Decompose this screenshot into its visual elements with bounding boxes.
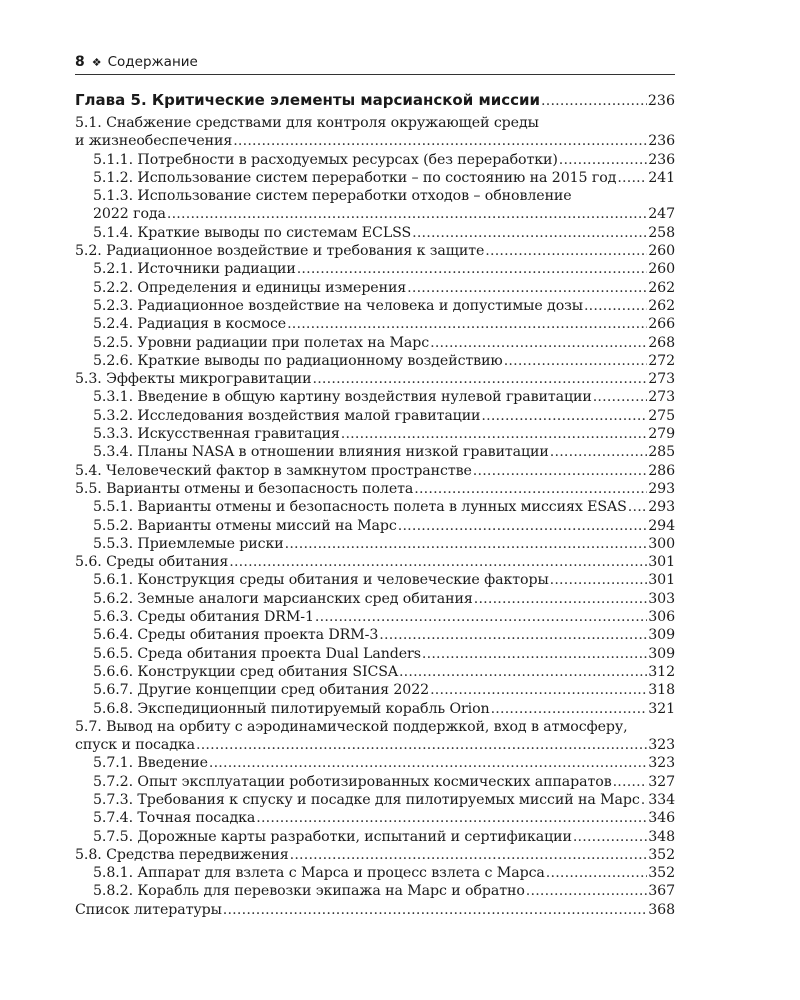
page-number: 8 xyxy=(75,54,85,70)
toc-entry-page: 346 xyxy=(648,810,675,827)
toc-entry-title: 5.1.2. Использование систем переработки – по состоянию на 2015 год xyxy=(93,169,617,186)
toc-subsection[interactable] xyxy=(75,352,675,370)
toc-entry-title: 5.4. Человеческий фактор в замкнутом пространстве xyxy=(75,462,472,479)
toc-entry-title: 5.3.2. Исследования воздействия малой гравитации xyxy=(93,407,481,424)
toc-entry-title: 5.3.3. Искусственная гравитация xyxy=(93,426,340,443)
dot-leader xyxy=(474,590,647,608)
dot-leader xyxy=(546,864,647,882)
toc-entry-page: 352 xyxy=(648,865,675,882)
dot-leader xyxy=(398,517,647,535)
dot-leader xyxy=(485,242,647,260)
toc-entry-title: 5.6.4. Среды обитания проекта DRM-3 xyxy=(93,627,379,644)
toc-subsection[interactable] xyxy=(75,571,675,589)
toc-subsection[interactable] xyxy=(75,681,675,699)
toc-entry-page: 352 xyxy=(648,846,675,863)
toc-entry-page: 236 xyxy=(648,133,675,150)
toc-entry-title: 5.5.2. Варианты отмены миссий на Марс xyxy=(93,517,397,534)
dot-leader xyxy=(550,571,648,589)
toc-entry-page: 368 xyxy=(648,901,675,918)
toc-entry-page: 348 xyxy=(648,828,675,845)
dot-leader xyxy=(422,645,647,663)
toc-entry-page: 286 xyxy=(648,462,675,479)
toc-section[interactable] xyxy=(75,462,675,480)
toc-entry-title: 5.2.2. Определения и единицы измерения xyxy=(93,279,407,296)
toc-entry-title: 5.7.2. Опыт эксплуатации роботизированных космических аппаратов xyxy=(93,773,612,790)
toc-subsection[interactable] xyxy=(75,151,675,169)
toc-entry-title: 5.8. Средства передвижения xyxy=(75,846,289,863)
toc-entry-page: 293 xyxy=(648,499,675,516)
toc-entry-title: 5.6.8. Экспедиционный пилотируемый корабль Orion xyxy=(93,700,490,717)
toc-entry-page: 306 xyxy=(648,609,675,626)
toc-entry-page: 241 xyxy=(648,169,675,186)
toc-subsection[interactable] xyxy=(75,535,675,553)
dot-leader xyxy=(209,754,647,772)
dot-leader xyxy=(504,352,648,370)
toc-subsection[interactable] xyxy=(75,773,675,791)
toc-entry-title: 5.7.3. Требования к спуску и посадке для пилотируемых миссий на Марс xyxy=(93,791,640,808)
chapter-title: Глава 5. Критические элементы марсианской миссии xyxy=(75,91,541,109)
dot-leader xyxy=(573,828,647,846)
toc-subsection[interactable] xyxy=(75,700,675,718)
toc-entry-page: 300 xyxy=(648,535,675,552)
toc-entry-page: 272 xyxy=(648,352,675,369)
toc-entry-title: 5.2.4. Радиация в космосе xyxy=(93,316,287,333)
toc-entry-page: 327 xyxy=(648,773,675,790)
ornament-icon: ❖ xyxy=(91,55,102,69)
toc-entry-page: 258 xyxy=(648,224,675,241)
toc-entry-title: 5.7.1. Введение xyxy=(93,755,208,772)
toc-entry-page: 268 xyxy=(648,334,675,351)
dot-leader xyxy=(481,407,647,425)
toc-section[interactable] xyxy=(75,114,675,151)
toc-entry-title: 5.3. Эффекты микрогравитации xyxy=(75,371,312,388)
toc-entry-page: 367 xyxy=(648,883,675,900)
toc-subsection[interactable] xyxy=(75,315,675,333)
toc-subsection[interactable] xyxy=(75,864,675,882)
toc-section[interactable] xyxy=(75,242,675,260)
toc-entry-title: 5.6.5. Среда обитания проекта Dual Landers xyxy=(93,645,421,662)
toc-section[interactable] xyxy=(75,901,675,919)
toc-subsection[interactable] xyxy=(75,791,675,809)
dot-leader xyxy=(613,773,648,791)
toc-entry-page: 273 xyxy=(648,389,675,406)
toc-entry-page: 309 xyxy=(648,645,675,662)
dot-leader xyxy=(430,334,647,352)
toc-subsection[interactable] xyxy=(75,498,675,516)
dot-leader xyxy=(379,626,647,644)
toc-subsection[interactable] xyxy=(75,828,675,846)
toc-entry-title: 5.2. Радиационное воздействие и требования к защите xyxy=(75,243,485,260)
dot-leader xyxy=(414,480,647,498)
toc-entry-page: 301 xyxy=(648,554,675,571)
dot-leader xyxy=(233,132,647,150)
toc-entry-page: 293 xyxy=(648,480,675,497)
table-of-contents xyxy=(75,90,675,919)
dot-leader xyxy=(399,663,647,681)
dot-leader xyxy=(491,700,648,718)
toc-subsection[interactable] xyxy=(75,663,675,681)
toc-entry-page: 309 xyxy=(648,627,675,644)
toc-subsection[interactable] xyxy=(75,260,675,278)
toc-entry-page: 321 xyxy=(648,700,675,717)
toc-subsection[interactable] xyxy=(75,590,675,608)
toc-entry-page: 334 xyxy=(648,791,675,808)
dot-leader xyxy=(229,553,647,571)
dot-leader xyxy=(196,736,647,754)
toc-entries xyxy=(75,114,675,919)
toc-entry-title: 5.3.4. Планы NASA в отношении влияния низкой гравитации xyxy=(93,444,549,461)
toc-subsection[interactable] xyxy=(75,443,675,461)
toc-entry-page: 262 xyxy=(648,297,675,314)
toc-entry-title: 5.7.5. Дорожные карты разработки, испытаний и сертификации xyxy=(93,828,572,845)
toc-entry-title-line: 5.1.3. Использование систем переработки отходов – обновление xyxy=(93,188,572,205)
toc-entry-page: 260 xyxy=(648,261,675,278)
toc-subsection[interactable] xyxy=(75,425,675,443)
toc-entry-title: 5.6.3. Среды обитания DRM-1 xyxy=(93,609,314,626)
toc-entry-title: 5.6. Среды обитания xyxy=(75,554,229,571)
dot-leader xyxy=(593,388,648,406)
toc-entry-page: 303 xyxy=(648,590,675,607)
toc-entry-page: 266 xyxy=(648,316,675,333)
toc-entry-page: 294 xyxy=(648,517,675,534)
toc-entry-title-line: 5.1. Снабжение средствами для контроля окружающей среды xyxy=(75,115,539,131)
toc-entry-title: 5.2.5. Уровни радиации при полетах на Марс xyxy=(93,334,430,351)
toc-entry-title: 5.6.1. Конструкция среды обитания и человеческие факторы xyxy=(93,572,549,589)
toc-section[interactable] xyxy=(75,480,675,498)
toc-entry-title-line: 5.7. Вывод на орбиту с аэродинамической поддержкой, вход в атмосферу, xyxy=(75,718,628,735)
dot-leader xyxy=(315,608,647,626)
toc-entry-page: 273 xyxy=(648,371,675,388)
toc-entry-title: 5.6.2. Земные аналоги марсианских сред обитания xyxy=(93,590,473,607)
toc-subsection[interactable] xyxy=(75,882,675,900)
dot-leader xyxy=(473,462,647,480)
toc-entry-title: 5.6.6. Конструкции сред обитания SICSA xyxy=(93,663,398,680)
toc-entry-title: и жизнеобеспечения xyxy=(75,133,233,150)
toc-entry-title: 5.1.4. Краткие выводы по системам ECLSS xyxy=(93,224,412,241)
dot-leader xyxy=(541,91,647,112)
toc-section[interactable] xyxy=(75,718,675,755)
toc-subsection[interactable] xyxy=(75,169,675,187)
toc-entry-title: 2022 года xyxy=(93,206,166,223)
toc-entry-title: 5.7.4. Точная посадка xyxy=(93,810,256,827)
dot-leader xyxy=(287,315,647,333)
toc-entry-page: 236 xyxy=(648,151,675,168)
dot-leader xyxy=(430,681,647,699)
toc-entry-page: 262 xyxy=(648,279,675,296)
toc-entry-page: 312 xyxy=(648,663,675,680)
toc-subsection[interactable] xyxy=(75,224,675,242)
running-title: Содержание xyxy=(107,54,198,70)
toc-entry-title: 5.5.3. Приемлемые риски xyxy=(93,535,284,552)
dot-leader xyxy=(412,224,647,242)
toc-subsection[interactable] xyxy=(75,334,675,352)
toc-entry-title: 5.1.1. Потребности в расходуемых ресурсах (без переработки) xyxy=(93,151,558,168)
toc-entry-page: 301 xyxy=(648,572,675,589)
running-header xyxy=(75,50,675,75)
dot-leader xyxy=(223,901,647,919)
toc-section[interactable] xyxy=(75,370,675,388)
dot-leader xyxy=(550,443,647,461)
chapter-page: 236 xyxy=(647,93,675,109)
toc-entry-page: 275 xyxy=(648,407,675,424)
toc-subsection[interactable] xyxy=(75,407,675,425)
toc-entry-title: Список литературы xyxy=(75,901,222,918)
toc-subsection[interactable] xyxy=(75,297,675,315)
toc-subsection[interactable] xyxy=(75,645,675,663)
toc-entry-title: 5.2.1. Источники радиации xyxy=(93,261,296,278)
toc-subsection[interactable] xyxy=(75,809,675,827)
dot-leader xyxy=(256,809,647,827)
toc-subsection[interactable] xyxy=(75,388,675,406)
toc-entry-page: 318 xyxy=(648,682,675,699)
toc-entry-title: 5.2.6. Краткие выводы по радиационному воздействию xyxy=(93,352,503,369)
dot-leader xyxy=(341,425,647,443)
toc-entry-page: 247 xyxy=(648,206,675,223)
toc-subsection[interactable] xyxy=(75,187,675,224)
toc-entry-title: 5.8.2. Корабль для перевозки экипажа на Марс и обратно xyxy=(93,883,525,900)
dot-leader xyxy=(167,205,647,223)
toc-subsection[interactable] xyxy=(75,517,675,535)
dot-leader xyxy=(285,535,648,553)
toc-entry-title: 5.3.1. Введение в общую картину воздействия нулевой гравитации xyxy=(93,389,592,406)
dot-leader xyxy=(628,498,647,516)
dot-leader xyxy=(559,151,647,169)
dot-leader xyxy=(526,882,647,900)
toc-subsection[interactable] xyxy=(75,754,675,772)
toc-entry-page: 323 xyxy=(648,737,675,754)
toc-entry-title: 5.5.1. Варианты отмены и безопасность полета в лунных миссиях ESAS xyxy=(93,499,627,516)
toc-subsection[interactable] xyxy=(75,279,675,297)
toc-subsection[interactable] xyxy=(75,626,675,644)
dot-leader xyxy=(617,169,647,187)
dot-leader xyxy=(313,370,648,388)
dot-leader xyxy=(297,260,648,278)
toc-entry-page: 285 xyxy=(648,444,675,461)
toc-section[interactable] xyxy=(75,553,675,571)
toc-entry-title: 5.8.1. Аппарат для взлета с Марса и процесс взлета с Марса xyxy=(93,865,545,882)
toc-entry-title: спуск и посадка xyxy=(75,737,196,754)
dot-leader xyxy=(407,279,647,297)
toc-entry-title: 5.6.7. Другие концепции сред обитания 2022 xyxy=(93,682,430,699)
dot-leader xyxy=(290,846,648,864)
toc-entry-page: 323 xyxy=(648,755,675,772)
toc-entry-title: 5.5. Варианты отмены и безопасность полета xyxy=(75,480,414,497)
toc-chapter-heading[interactable] xyxy=(75,90,675,112)
toc-entry-page: 279 xyxy=(648,426,675,443)
toc-subsection[interactable] xyxy=(75,608,675,626)
toc-entry-page: 260 xyxy=(648,243,675,260)
toc-section[interactable] xyxy=(75,846,675,864)
dot-leader xyxy=(584,297,647,315)
toc-entry-title: 5.2.3. Радиационное воздействие на человека и допустимые дозы xyxy=(93,297,583,314)
